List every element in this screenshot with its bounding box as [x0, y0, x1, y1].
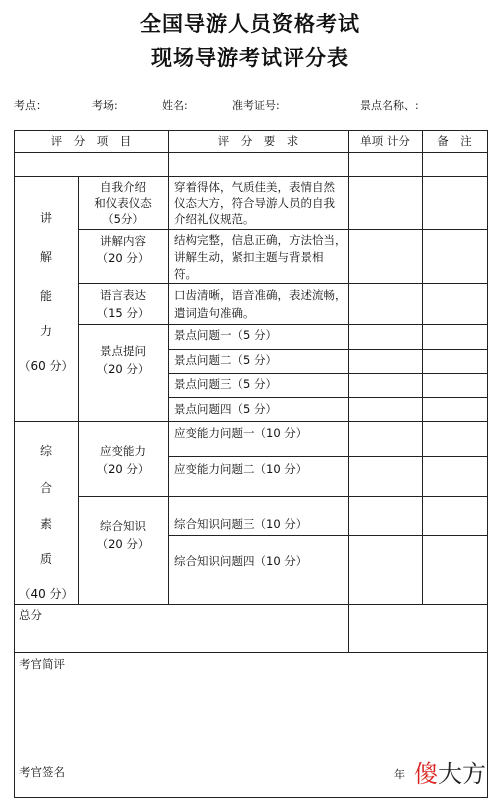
header-score: 单项 计分	[360, 134, 410, 148]
table-rule	[14, 130, 15, 798]
content-points: （20 分）	[96, 251, 150, 265]
total-score-label: 总分	[19, 608, 42, 622]
section2-char: 综	[39, 444, 52, 458]
language-points: （15 分）	[96, 306, 150, 320]
table-rule	[168, 130, 169, 604]
intro-requirement: 穿着得体，气质佳美，表情自然	[174, 180, 335, 194]
table-rule	[78, 496, 488, 497]
table-rule	[14, 652, 488, 653]
form-title: 全国导游人员资格考试	[140, 11, 360, 36]
language-requirement: 遣词造句准确。	[174, 306, 255, 320]
form-subtitle: 现场导游考试评分表	[151, 45, 349, 70]
header-note: 备 注	[437, 134, 472, 148]
language-item: 语言表达	[100, 288, 146, 302]
knowledge-points: （20 分）	[96, 537, 150, 551]
questions-item: 景点提问	[100, 344, 146, 358]
ticket-number-label: 准考证号:	[232, 99, 280, 112]
exam-site-label: 考点：	[14, 99, 47, 112]
adapt-question-row: 应变能力问题一（10 分）	[174, 426, 308, 440]
exam-room-label: 考场:	[92, 99, 118, 112]
table-rule	[78, 324, 488, 325]
scenic-spot-label: 景点名称、:	[360, 99, 419, 112]
section2-char: 质	[39, 552, 52, 566]
examiner-comment-label: 考官简评	[19, 657, 65, 671]
knowledge-item: 综合知识	[100, 519, 146, 533]
table-rule	[168, 397, 488, 398]
header-item: 评 分 项 目	[50, 134, 132, 148]
table-rule	[14, 152, 488, 153]
scenic-question-row: 景点问题四（5 分）	[174, 402, 277, 416]
section1-points: （60 分）	[18, 359, 74, 373]
scenic-question-row: 景点问题一（5 分）	[174, 328, 277, 342]
adapt-item: 应变能力	[100, 444, 146, 458]
content-requirement: 结构完整，信息正确，方法恰当，	[174, 233, 347, 247]
section2-char: 素	[39, 517, 52, 531]
header-requirement: 评 分 要 求	[217, 134, 299, 148]
section1-char: 解	[39, 250, 52, 264]
table-rule	[14, 421, 488, 422]
knowledge-question-row: 综合知识问题三（10 分）	[174, 517, 308, 531]
questions-points: （20 分）	[96, 362, 150, 376]
section2-points: （40 分）	[18, 587, 74, 601]
intro-item: 和仪表仪态	[94, 196, 152, 210]
content-requirement: 符。	[174, 267, 197, 281]
content-requirement: 讲解生动，紧扣主题与背景相	[174, 250, 324, 264]
table-rule	[14, 130, 488, 131]
table-rule	[168, 535, 488, 536]
table-rule	[422, 130, 423, 604]
knowledge-question-row: 综合知识问题四（10 分）	[174, 554, 308, 568]
examiner-signature-label: 考官签名	[19, 765, 65, 779]
table-rule	[78, 283, 488, 284]
scenic-question-row: 景点问题二（5 分）	[174, 353, 277, 367]
adapt-points: （20 分）	[96, 462, 150, 476]
table-rule	[78, 229, 488, 230]
intro-points: （5分）	[102, 212, 144, 226]
table-rule	[348, 130, 349, 652]
intro-requirement: 介绍礼仪规范。	[174, 212, 255, 226]
table-rule	[168, 456, 488, 457]
table-rule	[168, 373, 488, 374]
watermark-logo: 傻大方	[414, 760, 486, 788]
section1-char: 讲	[39, 211, 52, 225]
content-item: 讲解内容	[100, 234, 146, 248]
table-rule	[168, 349, 488, 350]
scenic-question-row: 景点问题三（5 分）	[174, 377, 277, 391]
table-rule	[14, 797, 488, 798]
table-rule	[14, 176, 488, 177]
section1-char: 力	[39, 324, 52, 338]
table-rule	[14, 604, 488, 605]
table-rule	[487, 130, 488, 798]
intro-requirement: 仪态大方，符合导游人员的自我	[174, 196, 335, 210]
section2-char: 合	[39, 481, 52, 495]
language-requirement: 口齿清晰，语音准确，表述流畅，	[174, 288, 347, 302]
year-label: 年	[394, 768, 405, 781]
section1-char: 能	[39, 289, 52, 303]
adapt-question-row: 应变能力问题二（10 分）	[174, 462, 308, 476]
name-label: 姓名:	[162, 99, 188, 112]
intro-item: 自我介绍	[100, 180, 146, 194]
